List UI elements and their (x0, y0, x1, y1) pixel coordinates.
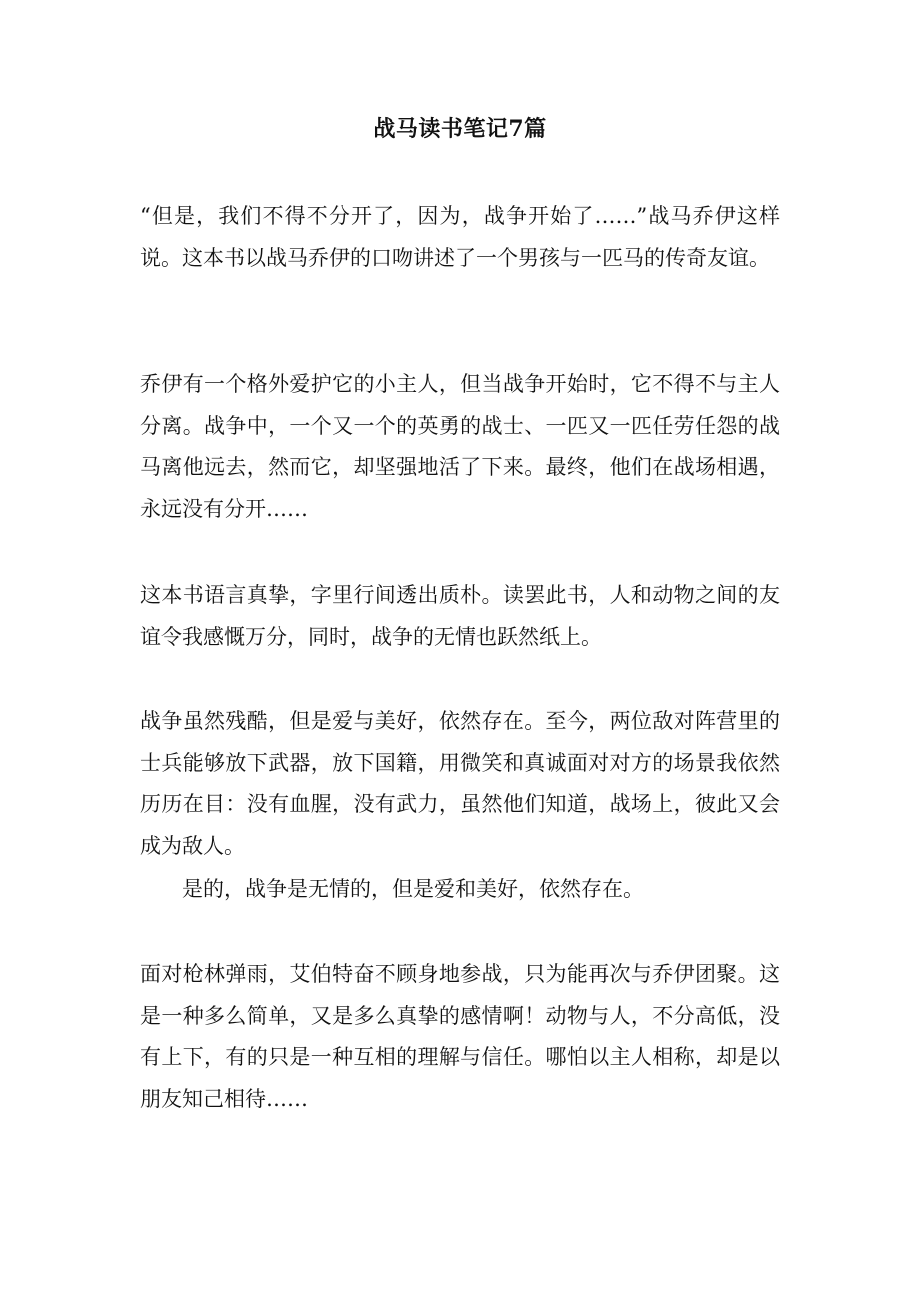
paragraph-1: “但是，我们不得不分开了，因为，战争开始了……”战马乔伊这样说。这本书以战马乔伊的口吻讲述了一个男孩与一匹马的传奇友谊。 (140, 204, 780, 270)
paragraph-2: 乔伊有一个格外爱护它的小主人，但当战争开始时，它不得不与主人分离。战争中，一个又一个的英勇的战士、一匹又一匹任劳任怨的战马离他远去，然而它，却坚强地活了下来。最终，他们在战场相遇，永远没有分开…… (140, 372, 780, 521)
document-title: 战马读书笔记7篇 (373, 116, 547, 142)
paragraph-5: 是的，战争是无情的，但是爱和美好，依然存在。 (182, 877, 644, 901)
paragraph-4: 战争虽然残酷，但是爱与美好，依然存在。至今，两位敌对阵营里的士兵能够放下武器，放下国籍，用微笑和真诚面对对方的场景我依然历历在目：没有血腥，没有武力，虽然他们知道，战场上，彼此又会成为敌人。 (140, 709, 780, 858)
paragraph-3: 这本书语言真挚，字里行间透出质朴。读罢此书，人和动物之间的友谊令我感慨万分，同时，战争的无情也跃然纸上。 (140, 583, 780, 649)
paragraph-6: 面对枪林弹雨，艾伯特奋不顾身地参战，只为能再次与乔伊团聚。这是一种多么简单，又是多么真挚的感情啊！动物与人，不分高低，没有上下，有的只是一种互相的理解与信任。哪怕以主人相称，却是以朋友知己相待…… (140, 962, 780, 1111)
